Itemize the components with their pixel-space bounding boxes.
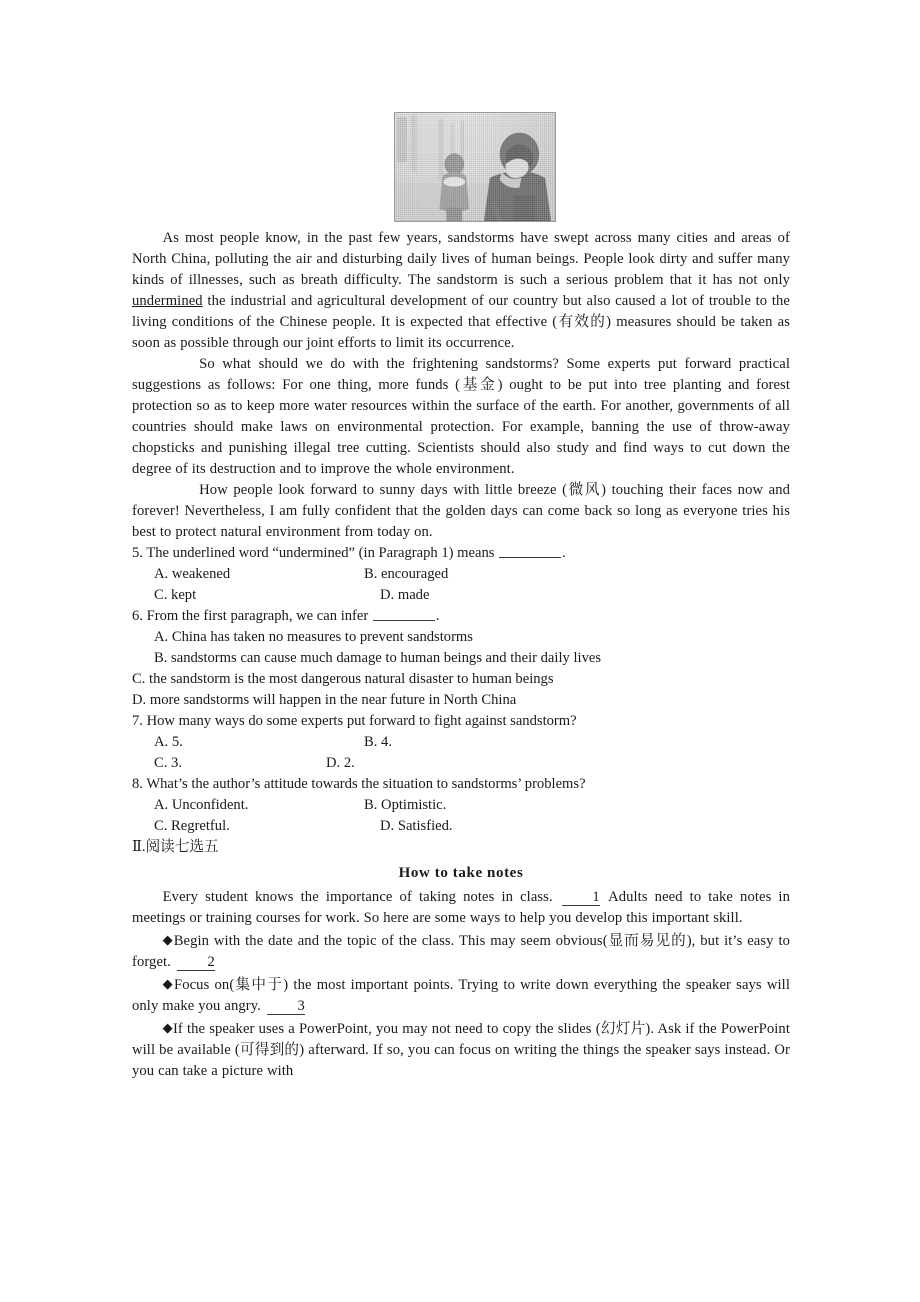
option-a[interactable]: A. weakened xyxy=(154,566,231,582)
answer-blank[interactable] xyxy=(499,543,561,558)
option-b[interactable]: B. sandstorms can cause much damage to human beings and their daily lives xyxy=(154,650,602,666)
option-row xyxy=(132,753,790,774)
question-number: 7. xyxy=(132,713,147,729)
question-number: 5. xyxy=(132,545,147,561)
article-title: How to take notes xyxy=(398,865,524,881)
option-row xyxy=(132,669,790,690)
option-d[interactable]: D. Satisfied. xyxy=(380,818,453,834)
answer-blank[interactable] xyxy=(373,606,435,621)
numbered-blank[interactable]: 3 xyxy=(267,999,305,1015)
question-stem: 6. From the first paragraph, we can infer . xyxy=(132,608,440,624)
sandstorm-photo xyxy=(394,112,556,222)
reading-passage xyxy=(132,228,790,1082)
option-d[interactable]: D. more sandstorms will happen in the near future in North China xyxy=(132,692,517,708)
diamond-bullet-icon: ◆ xyxy=(162,932,174,947)
question-number: 6. xyxy=(132,608,147,624)
option-row xyxy=(132,585,790,606)
option-row xyxy=(132,690,790,711)
option-c[interactable]: C. kept xyxy=(154,587,197,603)
underlined-word: undermined xyxy=(132,293,203,309)
option-c[interactable]: C. Regretful. xyxy=(154,818,230,834)
sandstorm-photo-figure xyxy=(394,112,556,222)
option-d[interactable]: D. 2. xyxy=(326,755,355,771)
section-two-paragraph: ◆Focus on(集中于) the most important points. Trying to write down everything the speaker says will only make you angry. 3 xyxy=(132,976,790,1014)
section-two-paragraph: ◆If the speaker uses a PowerPoint, you may not need to copy the slides (幻灯片). Ask if the PowerPoint will be available (可得到的) afterward. If so, you can focus on writing the things the speaker says instead. Or you can take a picture with xyxy=(132,1020,790,1079)
diamond-bullet-icon: ◆ xyxy=(162,1020,173,1035)
option-a[interactable]: A. 5. xyxy=(154,734,183,750)
option-b[interactable]: B. Optimistic. xyxy=(364,797,447,813)
question-stem: 7. How many ways do some experts put forward to fight against sandstorm? xyxy=(132,713,577,729)
passage-paragraph: How people look forward to sunny days with little breeze (微风) touching their faces now and forever! Nevertheless, I am fully confident that the golden days can come back so long as everyone tries his best to protect natural environment from today on. xyxy=(132,482,790,540)
section-two-paragraph: ◆Begin with the date and the topic of the class. This may seem obvious(显而易见的), but it’s easy to forget. 2 xyxy=(132,932,790,970)
question-stem: 5. The underlined word “undermined” (in Paragraph 1) means . xyxy=(132,545,566,561)
diamond-bullet-icon: ◆ xyxy=(162,976,174,991)
option-a[interactable]: A. China has taken no measures to prevent sandstorms xyxy=(154,629,473,645)
question-stem: 8. What’s the author’s attitude towards the situation to sandstorms’ problems? xyxy=(132,776,586,792)
section-two-paragraph: Every student knows the importance of taking notes in class. 1 Adults need to take notes in meetings or training courses for work. So here are some ways to help you develop this important skill. xyxy=(132,889,790,926)
question-number: 8. xyxy=(132,776,147,792)
option-c[interactable]: C. 3. xyxy=(154,755,182,771)
question-list xyxy=(132,543,790,837)
passage-paragraph: So what should we do with the frightening sandstorms? Some experts put forward practical suggestions as follows: For one thing, more funds (基金) ought to be put into tree planting and forest protection so as to keep more water resources within the surface of the earth. For another, governments of all countries should make laws on environmental protection. For example, banning the use of throw-away chopsticks and punishing illegal tree cutting. Scientists should also study and find ways to cut down the degree of its destruction and to improve the whole environment. xyxy=(132,356,790,477)
numbered-blank[interactable]: 1 xyxy=(562,890,600,906)
option-a[interactable]: A. Unconfident. xyxy=(154,797,249,813)
document-page xyxy=(132,0,790,1302)
option-d[interactable]: D. made xyxy=(380,587,430,603)
option-row xyxy=(132,564,790,585)
numbered-blank[interactable]: 2 xyxy=(177,955,215,971)
option-row xyxy=(132,648,790,669)
option-b[interactable]: B. 4. xyxy=(364,734,392,750)
section-heading: Ⅱ.阅读七选五 xyxy=(132,839,219,855)
option-b[interactable]: B. encouraged xyxy=(364,566,449,582)
option-c[interactable]: C. the sandstorm is the most dangerous natural disaster to human beings xyxy=(132,671,554,687)
section-two xyxy=(132,837,790,1082)
option-row xyxy=(132,627,790,648)
option-row xyxy=(132,816,790,837)
option-row xyxy=(132,732,790,753)
option-row xyxy=(132,795,790,816)
passage-paragraph: As most people know, in the past few years, sandstorms have swept across many cities and areas of North China, polluting the air and disturbing daily lives of human beings. People look dirty and suffer many kinds of illnesses, such as breath difficulty. The sandstorm is such a serious problem that it has not only undermined the industrial and agricultural development of our country but also caused a lot of trouble to the living conditions of the Chinese people. It is expected that effective (有效的) measures should be taken as soon as possible through our joint efforts to limit its occurrence. xyxy=(132,230,790,351)
